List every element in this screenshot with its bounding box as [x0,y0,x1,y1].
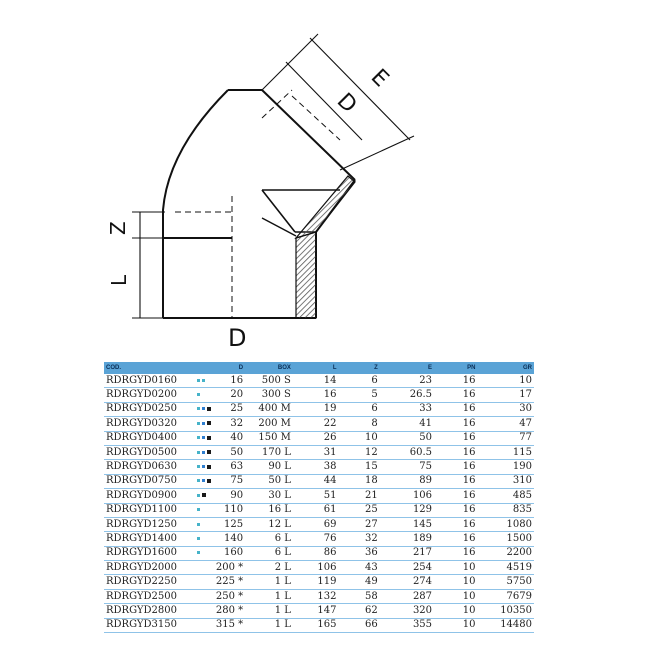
cell-cod: RDRGYD2000 [104,561,195,575]
cell-d-value: 75 [230,475,244,487]
cell-pn: 16 [434,374,477,388]
cell-gr: 485 [477,489,534,503]
availability-dot [207,465,211,469]
cell-e: 274 [380,575,434,589]
cell-pn: 10 [434,604,477,618]
cell-e: 254 [380,561,434,575]
cell-gr: 1500 [477,532,534,546]
availability-dots [197,447,213,459]
column-header-gr: GR [477,362,534,374]
cell-e: 50 [380,431,434,445]
availability-dot [202,451,205,454]
cell-l: 14 [293,374,339,388]
cell-d [195,604,245,618]
cell-cod: RDRGYD0900 [104,489,195,503]
cell-cod: RDRGYD0750 [104,474,195,488]
cell-l: 38 [293,460,339,474]
cell-d-value: 16 [230,374,244,386]
cell-gr: 10 [477,374,534,388]
cell-e: 89 [380,474,434,488]
cell-e: 75 [380,460,434,474]
cell-pn: 10 [434,561,477,575]
availability-dot [197,465,200,468]
availability-dots [197,475,213,487]
hatched-wall-vertical [296,232,316,318]
cell-d-value: 25 [230,403,244,415]
cell-e: 320 [380,604,434,618]
cell-l: 76 [293,532,339,546]
cell-d [195,532,245,546]
cell-l: 44 [293,474,339,488]
cell-d-value: 110 [224,504,244,516]
cell-pn: 16 [434,546,477,560]
dim-label-l: L [107,274,131,286]
availability-dots [197,519,202,531]
cell-z: 66 [339,618,380,632]
cell-box: 170 L [245,445,293,459]
availability-dot [202,465,205,468]
availability-dot [197,551,200,554]
availability-dot [202,379,205,382]
column-header-l: L [293,362,339,374]
cell-d-value: 125 [224,518,244,530]
cell-z: 43 [339,561,380,575]
cell-pn: 16 [434,489,477,503]
cell-box: 16 L [245,503,293,517]
availability-dots [197,461,213,473]
cell-z: 12 [339,445,380,459]
hatched-wall-angled [296,176,355,238]
table-row [104,445,534,459]
availability-dot [197,407,200,410]
cell-d [195,474,245,488]
cell-pn: 10 [434,589,477,603]
cell-z: 5 [339,388,380,402]
availability-dots [197,547,202,559]
table-row [104,589,534,603]
cell-l: 132 [293,589,339,603]
table-row [104,431,534,445]
cell-pn: 16 [434,388,477,402]
cell-e: 60.5 [380,445,434,459]
cell-d [195,417,245,431]
availability-dot [197,479,200,482]
cell-cod: RDRGYD2500 [104,589,195,603]
column-header-pn: PN [434,362,477,374]
cell-gr: 14480 [477,618,534,632]
dim-label-z: Z [106,221,130,235]
table-row [104,517,534,531]
cell-d [195,374,245,388]
availability-dots [197,432,213,444]
cell-box: 12 L [245,517,293,531]
cell-box: 30 L [245,489,293,503]
cell-d [195,431,245,445]
cell-d [195,575,245,589]
cell-z: 25 [339,503,380,517]
cell-gr: 7679 [477,589,534,603]
cell-pn: 16 [434,517,477,531]
cell-box: 1 L [245,589,293,603]
table-row [104,489,534,503]
cell-z: 36 [339,546,380,560]
cell-box: 300 S [245,388,293,402]
table-header-row [104,362,534,374]
cell-l: 31 [293,445,339,459]
table-row [104,417,534,431]
cell-box: 1 L [245,604,293,618]
cell-d [195,388,245,402]
availability-dot [197,422,200,425]
column-header-box: BOX [245,362,293,374]
cell-l: 19 [293,402,339,416]
cell-z: 6 [339,402,380,416]
availability-dots [197,375,207,387]
cell-pn: 16 [434,474,477,488]
cell-d-value: 140 [224,532,244,544]
cell-gr: 17 [477,388,534,402]
cell-gr: 115 [477,445,534,459]
table-row [104,532,534,546]
availability-dot [202,422,205,425]
cell-l: 86 [293,546,339,560]
cell-z: 58 [339,589,380,603]
cell-box: 150 M [245,431,293,445]
cell-pn: 16 [434,445,477,459]
table-row [104,575,534,589]
cell-e: 106 [380,489,434,503]
dim-label-e: E [365,64,394,93]
cell-e: 26.5 [380,388,434,402]
cell-z: 18 [339,474,380,488]
cell-cod: RDRGYD2800 [104,604,195,618]
cell-pn: 16 [434,503,477,517]
cell-d [195,445,245,459]
availability-dot [202,436,205,439]
cell-cod: RDRGYD3150 [104,618,195,632]
cell-d-value: 63 [230,461,244,473]
cell-box: 1 L [245,618,293,632]
cell-e: 41 [380,417,434,431]
table-row [104,503,534,517]
cell-box: 200 M [245,417,293,431]
cell-z: 6 [339,374,380,388]
cell-cod: RDRGYD0630 [104,460,195,474]
availability-dots [197,389,202,401]
cell-z: 32 [339,532,380,546]
cell-d [195,618,245,632]
dim-label-d-top: D [331,88,362,119]
availability-dot [207,436,211,440]
cell-z: 10 [339,431,380,445]
availability-dot [207,479,211,483]
cell-l: 26 [293,431,339,445]
availability-dot [202,493,206,497]
cell-gr: 310 [477,474,534,488]
cell-box: 2 L [245,561,293,575]
availability-dot [197,494,200,497]
availability-dot [197,379,200,382]
cell-box: 400 M [245,402,293,416]
column-header-d: D [195,362,245,374]
availability-dot [197,451,200,454]
cell-z: 15 [339,460,380,474]
cell-l: 61 [293,503,339,517]
table-row [104,374,534,388]
cell-d-value: 50 [230,446,244,458]
cell-pn: 16 [434,460,477,474]
column-header-e: E [380,362,434,374]
cell-gr: 47 [477,417,534,431]
cell-gr: 77 [477,431,534,445]
cell-e: 287 [380,589,434,603]
cell-d-value: 225 * [215,576,244,588]
cell-e: 145 [380,517,434,531]
cell-pn: 10 [434,618,477,632]
availability-dot [207,407,211,411]
availability-dot [197,523,200,526]
cell-pn: 16 [434,402,477,416]
cell-l: 16 [293,388,339,402]
availability-dots [197,403,213,415]
table-row [104,388,534,402]
cell-l: 69 [293,517,339,531]
availability-dot [197,393,200,396]
cell-cod: RDRGYD0500 [104,445,195,459]
cell-box: 1 L [245,575,293,589]
availability-dots [197,504,202,516]
availability-dot [197,508,200,511]
cell-d [195,589,245,603]
cell-e: 23 [380,374,434,388]
availability-dots [197,533,202,545]
table-row [104,618,534,632]
cell-z: 21 [339,489,380,503]
cell-d-value: 90 [230,489,244,501]
cell-pn: 16 [434,417,477,431]
cell-box: 6 L [245,546,293,560]
cell-d [195,546,245,560]
cell-cod: RDRGYD0160 [104,374,195,388]
table-row [104,561,534,575]
table-row [104,402,534,416]
cell-pn: 10 [434,575,477,589]
elbow-spec-table [104,362,534,633]
cell-pn: 16 [434,431,477,445]
cell-box: 90 L [245,460,293,474]
cell-l: 119 [293,575,339,589]
cell-d-value: 40 [230,432,244,444]
availability-dots [197,490,208,502]
cell-l: 106 [293,561,339,575]
table-row [104,546,534,560]
cell-cod: RDRGYD2250 [104,575,195,589]
availability-dot [207,450,211,454]
cell-cod: RDRGYD1250 [104,517,195,531]
cell-e: 129 [380,503,434,517]
cell-d [195,489,245,503]
cell-z: 27 [339,517,380,531]
cell-box: 500 S [245,374,293,388]
cell-cod: RDRGYD0200 [104,388,195,402]
cell-l: 51 [293,489,339,503]
cell-l: 22 [293,417,339,431]
cell-gr: 190 [477,460,534,474]
cell-d-value: 32 [230,417,244,429]
cell-z: 62 [339,604,380,618]
cell-d [195,503,245,517]
column-header-z: Z [339,362,380,374]
cell-cod: RDRGYD1100 [104,503,195,517]
availability-dot [197,436,200,439]
cell-cod: RDRGYD0400 [104,431,195,445]
cell-box: 6 L [245,532,293,546]
cell-gr: 2200 [477,546,534,560]
availability-dot [207,421,211,425]
cell-l: 147 [293,604,339,618]
table-row [104,460,534,474]
cell-gr: 1080 [477,517,534,531]
availability-dot [197,537,200,540]
cell-d [195,561,245,575]
cell-e: 33 [380,402,434,416]
cell-d-value: 200 * [215,561,244,573]
table-row [104,604,534,618]
availability-dot [202,407,205,410]
cell-gr: 4519 [477,561,534,575]
cell-e: 355 [380,618,434,632]
table-row [104,474,534,488]
cell-cod: RDRGYD1600 [104,546,195,560]
cell-z: 49 [339,575,380,589]
cell-d-value: 20 [230,389,244,401]
cell-cod: RDRGYD1400 [104,532,195,546]
cell-cod: RDRGYD0250 [104,402,195,416]
cell-gr: 5750 [477,575,534,589]
cell-cod: RDRGYD0320 [104,417,195,431]
availability-dot [202,479,205,482]
cell-box: 50 L [245,474,293,488]
cell-pn: 16 [434,532,477,546]
cell-d [195,517,245,531]
dim-label-d-bottom: D [228,324,247,350]
cell-d-value: 280 * [215,604,244,616]
availability-dots [197,418,213,430]
cell-gr: 30 [477,402,534,416]
cell-d [195,402,245,416]
cell-d [195,460,245,474]
cell-e: 217 [380,546,434,560]
cell-e: 189 [380,532,434,546]
cell-d-value: 315 * [215,619,244,631]
cell-d-value: 250 * [215,590,244,602]
column-header-cod: COD. [104,362,195,374]
cell-l: 165 [293,618,339,632]
cell-gr: 835 [477,503,534,517]
cell-d-value: 160 [224,547,244,559]
cell-z: 8 [339,417,380,431]
cell-gr: 10350 [477,604,534,618]
